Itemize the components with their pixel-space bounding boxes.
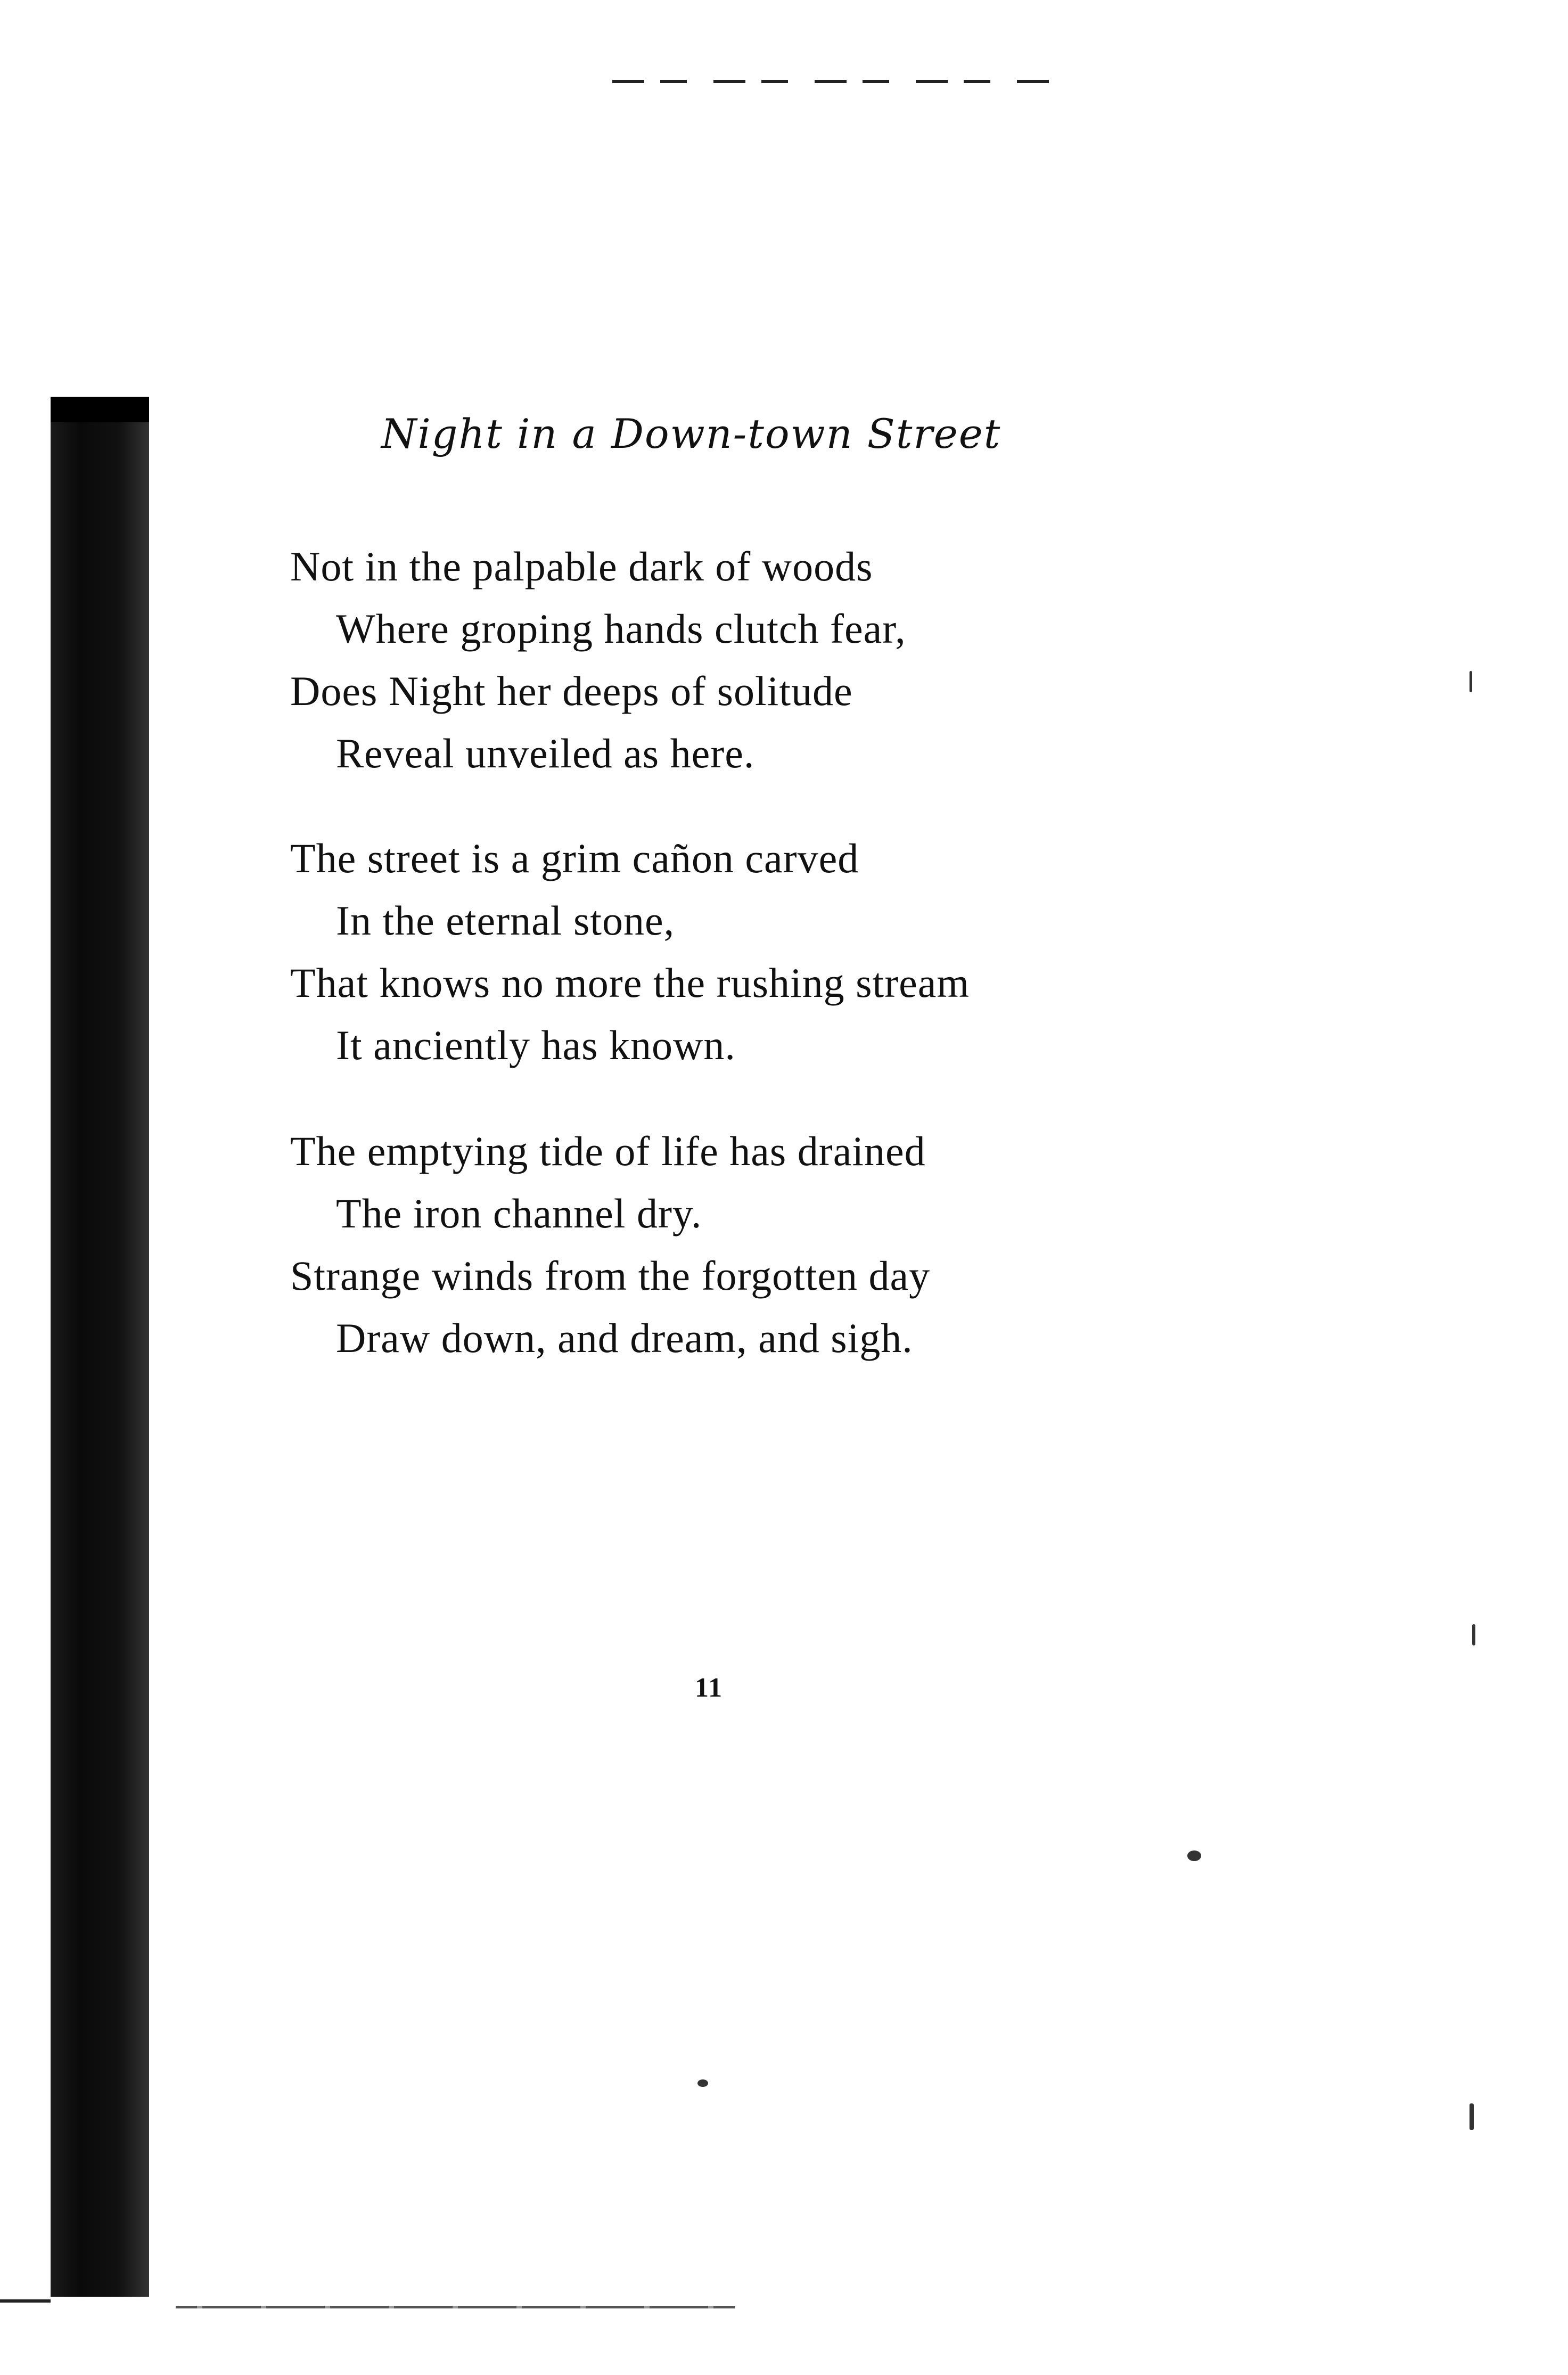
scan-artifact-bottom-rule (176, 2306, 735, 2308)
book-binding-edge (51, 397, 149, 2297)
scan-speck (1187, 1850, 1201, 1861)
poem-line: The iron channel dry. (336, 1190, 702, 1236)
page-number: 11 (695, 1673, 724, 1703)
scan-speck (697, 2079, 708, 2087)
poem-line: Does Night her deeps of solitude (290, 668, 853, 714)
scan-artifact-bottom-left (0, 2299, 51, 2303)
poem-line: Draw down, and dream, and sigh. (336, 1315, 913, 1361)
poem-line: Where groping hands clutch fear, (336, 605, 906, 652)
scan-speck (1470, 671, 1472, 692)
stanza-1 (290, 535, 906, 784)
poem-line: Strange winds from the forgotten day (290, 1252, 931, 1299)
poem-line: Not in the palpable dark of woods (290, 543, 873, 589)
scan-speck (1470, 2103, 1474, 2130)
poem-line: It anciently has known. (336, 1022, 736, 1068)
poem-line: In the eternal stone, (336, 897, 675, 944)
poem-line: That knows no more the rushing stream (290, 960, 970, 1006)
scan-artifact-top-rule (612, 80, 1049, 83)
stanza-2 (290, 827, 970, 1076)
scan-speck (1472, 1624, 1475, 1645)
poem-line: The emptying tide of life has drained (290, 1128, 926, 1174)
poem-title: Night in a Down-town Street (381, 410, 1001, 457)
poem-line: The street is a grim cañon carved (290, 835, 859, 881)
poem-line: Reveal unveiled as here. (336, 730, 755, 776)
stanza-3 (290, 1120, 930, 1369)
